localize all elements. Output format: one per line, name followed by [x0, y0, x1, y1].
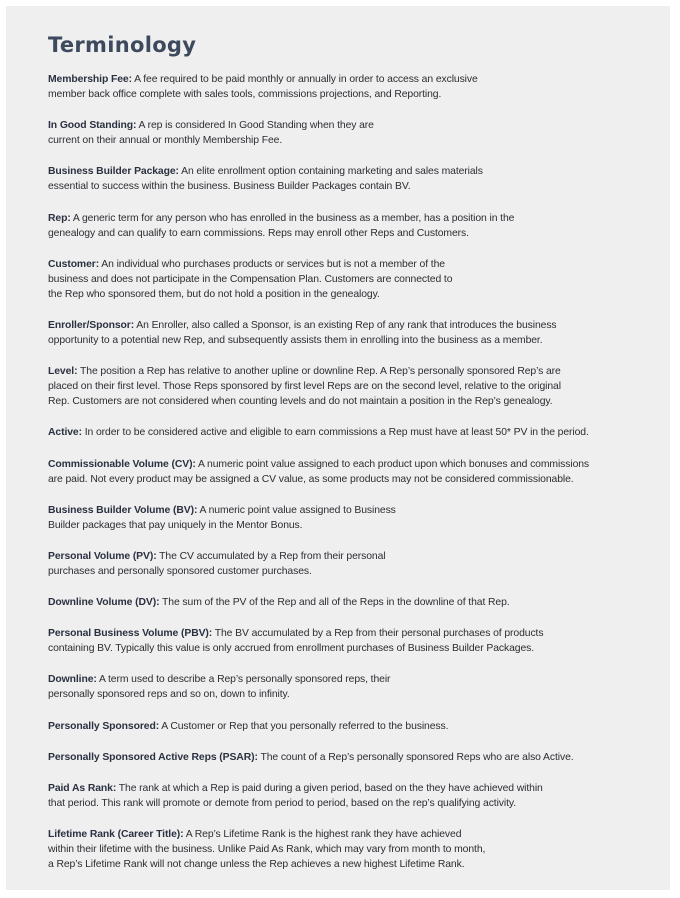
glossary-entry — [48, 672, 648, 702]
definition-line — [48, 118, 648, 133]
definition-text: placed on their first level. Those Reps sponsored by first level Reps are on the second level, relative to the original — [48, 381, 561, 393]
definition-text: purchases and personally sponsored customer purchases. — [48, 565, 312, 577]
glossary-entry — [48, 781, 648, 811]
definition-text: An elite enrollment option containing marketing and sales materials — [178, 166, 483, 178]
definition-line — [48, 457, 648, 472]
glossary-term: Downline Volume (DV): — [48, 597, 160, 609]
glossary-term: Personal Business Volume (PBV): — [48, 628, 213, 640]
definition-text: In order to be considered active and eligible to earn commissions a Rep must have at least 50* PV in the period. — [81, 427, 589, 439]
glossary-entry — [48, 503, 648, 533]
glossary-term: Personally Sponsored: — [48, 720, 160, 732]
glossary-entry — [48, 595, 648, 610]
definition-line — [48, 425, 648, 440]
glossary-entry — [48, 549, 648, 579]
definition-text: the Rep who sponsored them, but do not hold a position in the genealogy. — [48, 288, 380, 300]
definition-text: A fee required to be paid monthly or annually in order to access an exclusive — [131, 74, 478, 85]
glossary-entry — [48, 257, 648, 302]
definition-line — [48, 87, 648, 102]
glossary-entry — [48, 626, 648, 656]
definition-line — [48, 72, 648, 87]
definition-text: opportunity to a potential new Rep, and subsequently assists them in enrolling into the business as a member. — [48, 334, 543, 346]
definition-text: The CV accumulated by a Rep from their personal — [156, 550, 386, 562]
glossary-term: Downline: — [48, 674, 97, 686]
glossary-entry — [48, 750, 648, 765]
definition-text: personally sponsored reps and so on, down to infinity. — [48, 689, 290, 701]
definition-line — [48, 518, 648, 533]
glossary-term: Lifetime Rank (Career Title): — [48, 829, 184, 841]
glossary-entry — [48, 457, 648, 487]
definition-line — [48, 564, 648, 579]
definition-line — [48, 164, 648, 179]
glossary-term: Business Builder Volume (BV): — [48, 504, 198, 516]
glossary-term: Paid As Rank: — [48, 783, 117, 794]
definition-line — [48, 595, 648, 610]
definition-line — [48, 287, 648, 302]
definition-line — [48, 687, 648, 702]
glossary-entry — [48, 72, 648, 102]
definition-line — [48, 179, 648, 194]
definition-text: containing BV. Typically this value is only accrued from enrollment purchases of Business Builder Packages. — [48, 643, 535, 655]
glossary-term: Customer: — [48, 258, 100, 270]
definition-line — [48, 781, 648, 796]
definition-line — [48, 796, 648, 811]
definition-line — [48, 333, 648, 348]
definition-text: A Rep’s Lifetime Rank is the highest rank they have achieved — [183, 829, 462, 841]
definition-text: current on their annual or monthly Membership Fee. — [48, 135, 283, 147]
definition-text: The position a Rep has relative to another upline or downline Rep. A Rep’s personally sponsored Rep’s are — [77, 366, 561, 378]
definition-text: A generic term for any person who has enrolled in the business as a member, has a position in the — [70, 212, 515, 224]
definition-text: A Customer or Rep that you personally referred to the business. — [159, 720, 449, 732]
definition-text: are paid. Not every product may be assigned a CV value, as some products may not be considered commissionable. — [48, 473, 574, 485]
definition-line — [48, 318, 648, 333]
glossary-entry — [48, 425, 648, 440]
definition-text: member back office complete with sales tools, commissions projections, and Reporting. — [48, 89, 442, 100]
definition-line — [48, 626, 648, 641]
definition-line — [48, 842, 648, 857]
definition-text: genealogy and can qualify to earn commissions. Reps may enroll other Reps and Customers. — [48, 227, 469, 239]
definition-line — [48, 549, 648, 564]
definition-line — [48, 641, 648, 656]
glossary-entry — [48, 719, 648, 734]
definition-line — [48, 503, 648, 518]
definition-text: within their lifetime with the business. Unlike Paid As Rank, which may vary from month to month, — [48, 844, 486, 856]
glossary-entry — [48, 827, 648, 872]
definition-text: A term used to describe a Rep’s personally sponsored reps, their — [96, 674, 391, 686]
glossary-term: In Good Standing: — [48, 120, 137, 132]
glossary-term: Membership Fee: — [48, 74, 132, 85]
definition-line — [48, 472, 648, 487]
definition-text: Rep. Customers are not considered when counting levels and do not maintain a position in the Rep’s genealogy. — [48, 396, 553, 408]
glossary-entry — [48, 211, 648, 241]
definition-text: An Enroller, also called a Sponsor, is an existing Rep of any rank that introduces the business — [134, 319, 557, 331]
definition-line — [48, 672, 648, 687]
definition-text: A rep is considered In Good Standing when they are — [136, 120, 374, 132]
glossary-entry — [48, 364, 648, 409]
glossary-term: Personal Volume (PV): — [48, 550, 157, 562]
glossary-term: Commissionable Volume (CV): — [48, 458, 196, 470]
definition-text: The sum of the PV of the Rep and all of the Reps in the downline of that Rep. — [159, 597, 510, 609]
definition-line — [48, 379, 648, 394]
definition-text: business and does not participate in the Compensation Plan. Customers are connected to — [48, 273, 453, 285]
glossary-entry — [48, 118, 648, 148]
definition-line — [48, 211, 648, 226]
definition-line — [48, 394, 648, 409]
page-title: Terminology — [48, 33, 197, 57]
definition-line — [48, 750, 648, 765]
definition-line — [48, 133, 648, 148]
definition-line — [48, 719, 648, 734]
definition-text: The BV accumulated by a Rep from their personal purchases of products — [212, 628, 544, 640]
definition-line — [48, 257, 648, 272]
terminology-list — [48, 72, 648, 888]
glossary-term: Enroller/Sponsor: — [48, 319, 135, 331]
definition-text: Builder packages that pay uniquely in the Mentor Bonus. — [48, 519, 303, 531]
definition-text: that period. This rank will promote or demote from period to period, based on the rep’s qualifying activity. — [48, 798, 516, 809]
glossary-term: Rep: — [48, 212, 71, 224]
glossary-term: Active: — [48, 427, 82, 439]
document-page — [6, 6, 670, 890]
glossary-entry — [48, 164, 648, 194]
definition-line — [48, 364, 648, 379]
glossary-term: Level: — [48, 366, 78, 378]
definition-line — [48, 226, 648, 241]
definition-text: A numeric point value assigned to Business — [197, 504, 396, 516]
glossary-term: Business Builder Package: — [48, 166, 179, 178]
definition-text: The count of a Rep’s personally sponsored Reps who are also Active. — [257, 751, 574, 763]
definition-line — [48, 857, 648, 872]
definition-text: The rank at which a Rep is paid during a given period, based on the they have achieved within — [116, 783, 543, 794]
glossary-term: Personally Sponsored Active Reps (PSAR): — [48, 751, 258, 763]
definition-text: An individual who purchases products or services but is not a member of the — [99, 258, 445, 270]
glossary-entry — [48, 318, 648, 348]
definition-text: essential to success within the business. Business Builder Packages contain BV. — [48, 181, 411, 193]
definition-text: A numeric point value assigned to each product upon which bonuses and commissions — [195, 458, 590, 470]
definition-line — [48, 827, 648, 842]
definition-text: a Rep’s Lifetime Rank will not change unless the Rep achieves a new highest Lifetime Rank. — [48, 859, 465, 871]
definition-line — [48, 272, 648, 287]
